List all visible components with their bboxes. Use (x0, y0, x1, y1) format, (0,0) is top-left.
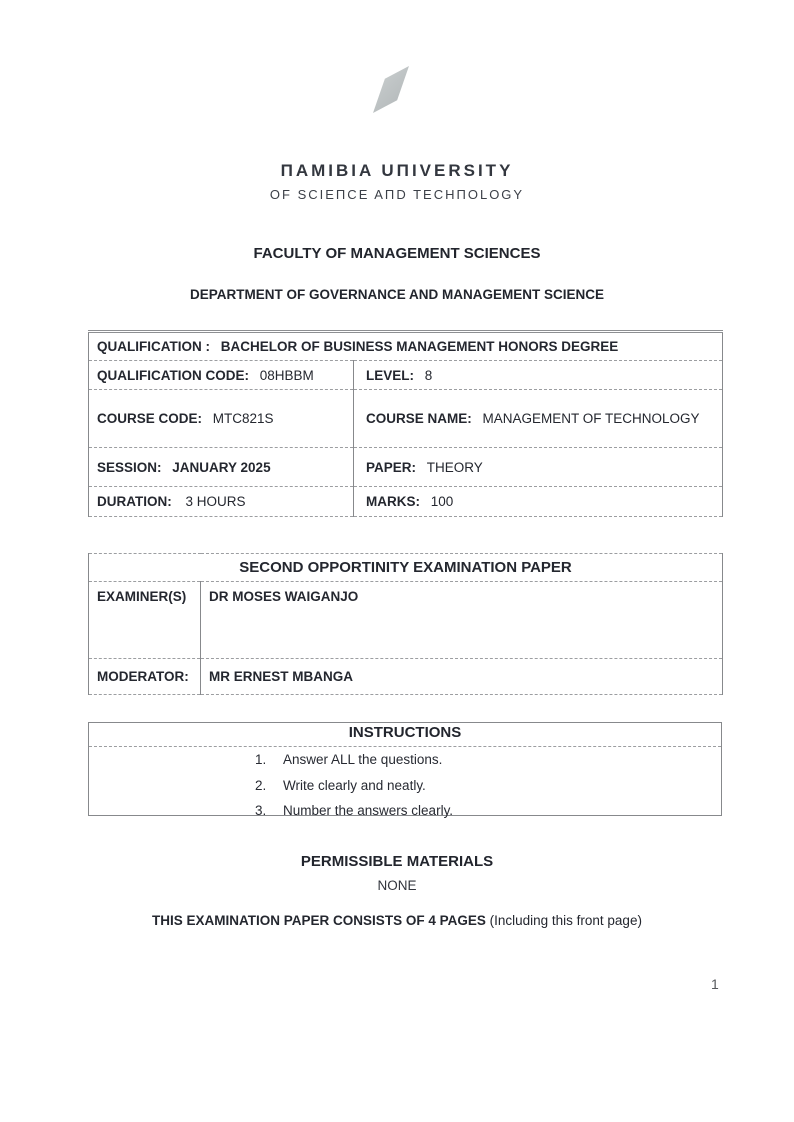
session-label: SESSION: (97, 459, 162, 475)
qualification-row (89, 332, 723, 361)
instruction-text: Write clearly and neatly. (283, 777, 426, 793)
marks-label: MARKS: (366, 494, 420, 509)
marks-cell (354, 487, 723, 517)
session-value: JANUARY 2025 (172, 459, 271, 475)
paper-cell (354, 448, 723, 487)
course-code-row (89, 390, 723, 448)
university-logo-icon (373, 66, 409, 113)
instructions-title: INSTRUCTIONS (89, 723, 721, 747)
university-subname: OF SCIEΠCE AΠD TECHΠOLOGY (269, 187, 525, 202)
permissible-materials-title: PERMISSIBLE MATERIALS (300, 853, 494, 870)
page-count-line (0, 913, 794, 928)
duration-label: DURATION: (97, 494, 172, 509)
instruction-number: 3. (255, 803, 267, 818)
qualification-label: QUALIFICATION : (97, 339, 210, 354)
course-code-value: MTC821S (212, 411, 274, 426)
exam-paper-title: SECOND OPPORTINITY EXAMINATION PAPER (89, 554, 723, 582)
course-name-value: MANAGEMENT OF TECHNOLOGY (482, 411, 700, 426)
course-name-label: COURSE NAME: (366, 411, 472, 426)
moderator-label: MODERATOR: (89, 659, 201, 695)
qualification-code-cell (89, 361, 354, 390)
instruction-number: 1. (255, 752, 267, 767)
paper-value: THEORY (426, 459, 483, 475)
faculty-heading: FACULTY OF MANAGEMENT SCIENCES (253, 245, 541, 262)
department-heading: DEPARTMENT OF GOVERNANCE AND MANAGEMENT SCIENCE (189, 287, 604, 302)
page-number: 1 (711, 976, 719, 992)
instruction-text: Answer ALL the questions. (283, 752, 443, 767)
instruction-item (89, 773, 721, 799)
page-count-statement: THIS EXAMINATION PAPER CONSISTS OF 4 PAGES (152, 913, 486, 928)
session-cell (89, 448, 354, 487)
examiner-label: EXAMINER(S) (89, 582, 201, 659)
exam-title-row (89, 554, 723, 582)
marks-value: 100 (430, 494, 454, 509)
qualification-code-value: 08HBBM (259, 367, 314, 383)
duration-row (89, 487, 723, 517)
moderator-name: MR ERNEST MBANGA (201, 659, 723, 695)
exam-paper-table (88, 553, 723, 695)
course-code-cell (89, 390, 354, 448)
paper-label: PAPER: (366, 459, 417, 475)
level-cell (354, 361, 723, 390)
duration-cell (89, 487, 354, 517)
moderator-row (89, 659, 723, 695)
university-name: ΠAMIBIA UΠIVERSITY (280, 161, 514, 180)
duration-value: 3 HOURS (185, 494, 246, 509)
qualification-code-label: QUALIFICATION CODE: (97, 367, 249, 383)
qualification-code-row (89, 361, 723, 390)
page-count-note: (Including this front page) (489, 913, 642, 928)
university-logotype (0, 161, 794, 202)
examiner-name: DR MOSES WAIGANJO (201, 582, 723, 659)
examiner-row (89, 582, 723, 659)
instruction-item (89, 747, 721, 773)
level-label: LEVEL: (366, 367, 415, 383)
session-row (89, 448, 723, 487)
instruction-text: Number the answers clearly. (283, 803, 454, 818)
level-value: 8 (424, 367, 433, 383)
course-info-table (88, 330, 723, 517)
course-name-cell (354, 390, 723, 448)
instructions-box (88, 722, 722, 816)
instruction-item (89, 798, 721, 824)
course-code-label: COURSE CODE: (97, 411, 203, 426)
permissible-materials-value: NONE (377, 878, 417, 893)
qualification-value: BACHELOR OF BUSINESS MANAGEMENT HONORS DEGREE (220, 339, 619, 354)
instruction-number: 2. (255, 777, 267, 793)
qualification-cell (89, 332, 723, 361)
